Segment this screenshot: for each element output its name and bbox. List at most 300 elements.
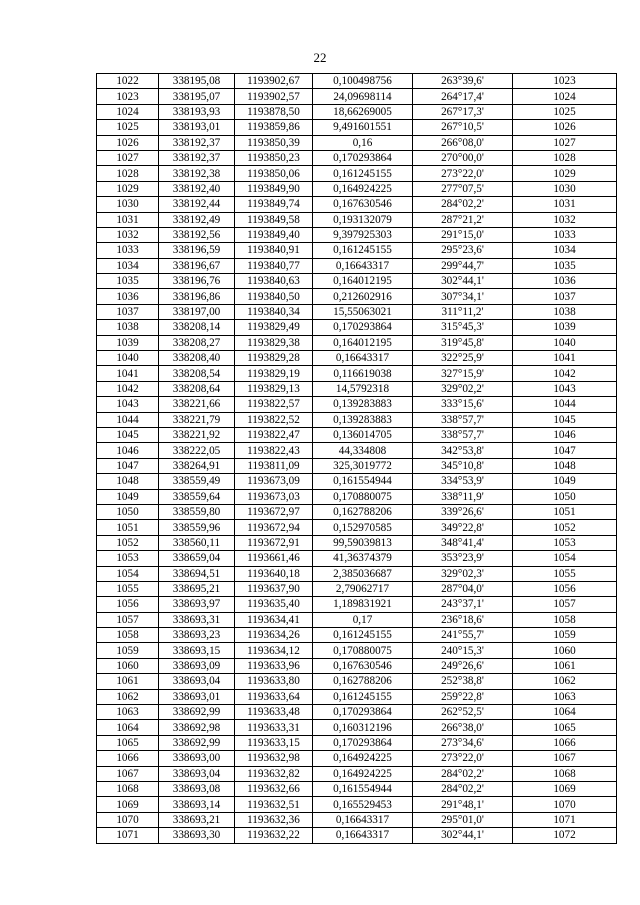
x-coordinate-cell: 338692,98 <box>159 720 235 735</box>
table-row <box>97 135 617 150</box>
x-coordinate-cell: 338560,11 <box>159 535 235 550</box>
table-row <box>97 489 617 504</box>
bearing-cell: 329°02,3' <box>413 566 513 581</box>
distance-cell: 0,16643317 <box>313 812 413 827</box>
y-coordinate-cell: 1193850,06 <box>235 166 313 181</box>
distance-cell: 0,164012195 <box>313 274 413 289</box>
table-row <box>97 443 617 458</box>
x-coordinate-cell: 338195,08 <box>159 74 235 89</box>
table-row <box>97 612 617 627</box>
y-coordinate-cell: 1193849,74 <box>235 197 313 212</box>
y-coordinate-cell: 1193840,34 <box>235 304 313 319</box>
next-point-cell: 1029 <box>513 166 617 181</box>
distance-cell: 14,5792318 <box>313 381 413 396</box>
point-number-cell: 1061 <box>97 674 159 689</box>
x-coordinate-cell: 338692,99 <box>159 705 235 720</box>
bearing-cell: 338°11,9' <box>413 489 513 504</box>
distance-cell: 9,491601551 <box>313 120 413 135</box>
y-coordinate-cell: 1193822,43 <box>235 443 313 458</box>
point-number-cell: 1070 <box>97 812 159 827</box>
table-row <box>97 166 617 181</box>
point-number-cell: 1058 <box>97 628 159 643</box>
point-number-cell: 1071 <box>97 828 159 843</box>
table-row <box>97 304 617 319</box>
y-coordinate-cell: 1193849,90 <box>235 181 313 196</box>
next-point-cell: 1066 <box>513 735 617 750</box>
point-number-cell: 1052 <box>97 535 159 550</box>
next-point-cell: 1043 <box>513 381 617 396</box>
next-point-cell: 1060 <box>513 643 617 658</box>
table-row <box>97 458 617 473</box>
next-point-cell: 1035 <box>513 258 617 273</box>
table-row <box>97 566 617 581</box>
table-row <box>97 812 617 827</box>
bearing-cell: 267°10,5' <box>413 120 513 135</box>
next-point-cell: 1041 <box>513 351 617 366</box>
point-number-cell: 1031 <box>97 212 159 227</box>
bearing-cell: 327°15,9' <box>413 366 513 381</box>
point-number-cell: 1044 <box>97 412 159 427</box>
table-row <box>97 258 617 273</box>
table-row <box>97 828 617 843</box>
distance-cell: 0,161554944 <box>313 781 413 796</box>
y-coordinate-cell: 1193850,39 <box>235 135 313 150</box>
point-number-cell: 1050 <box>97 504 159 519</box>
distance-cell: 0,164924225 <box>313 751 413 766</box>
y-coordinate-cell: 1193850,23 <box>235 150 313 165</box>
table-row <box>97 705 617 720</box>
table-row <box>97 474 617 489</box>
bearing-cell: 307°34,1' <box>413 289 513 304</box>
x-coordinate-cell: 338693,09 <box>159 658 235 673</box>
y-coordinate-cell: 1193634,41 <box>235 612 313 627</box>
table-row <box>97 797 617 812</box>
x-coordinate-cell: 338693,15 <box>159 643 235 658</box>
point-number-cell: 1059 <box>97 643 159 658</box>
point-number-cell: 1024 <box>97 104 159 119</box>
x-coordinate-cell: 338197,00 <box>159 304 235 319</box>
point-number-cell: 1041 <box>97 366 159 381</box>
table-row <box>97 320 617 335</box>
point-number-cell: 1048 <box>97 474 159 489</box>
distance-cell: 0,116619038 <box>313 366 413 381</box>
bearing-cell: 302°44,1' <box>413 274 513 289</box>
y-coordinate-cell: 1193632,66 <box>235 781 313 796</box>
y-coordinate-cell: 1193840,63 <box>235 274 313 289</box>
distance-cell: 0,170293864 <box>313 320 413 335</box>
next-point-cell: 1052 <box>513 520 617 535</box>
x-coordinate-cell: 338693,04 <box>159 674 235 689</box>
point-number-cell: 1053 <box>97 551 159 566</box>
x-coordinate-cell: 338693,04 <box>159 766 235 781</box>
bearing-cell: 259°22,8' <box>413 689 513 704</box>
x-coordinate-cell: 338196,76 <box>159 274 235 289</box>
point-number-cell: 1054 <box>97 566 159 581</box>
table-row <box>97 289 617 304</box>
x-coordinate-cell: 338221,92 <box>159 427 235 442</box>
bearing-cell: 287°21,2' <box>413 212 513 227</box>
bearing-cell: 284°02,2' <box>413 197 513 212</box>
point-number-cell: 1046 <box>97 443 159 458</box>
x-coordinate-cell: 338208,64 <box>159 381 235 396</box>
table-row <box>97 581 617 596</box>
x-coordinate-cell: 338196,86 <box>159 289 235 304</box>
y-coordinate-cell: 1193634,12 <box>235 643 313 658</box>
point-number-cell: 1030 <box>97 197 159 212</box>
next-point-cell: 1036 <box>513 274 617 289</box>
next-point-cell: 1034 <box>513 243 617 258</box>
y-coordinate-cell: 1193840,91 <box>235 243 313 258</box>
distance-cell: 9,397925303 <box>313 227 413 242</box>
next-point-cell: 1047 <box>513 443 617 458</box>
point-number-cell: 1062 <box>97 689 159 704</box>
table-row <box>97 597 617 612</box>
bearing-cell: 339°26,6' <box>413 504 513 519</box>
x-coordinate-cell: 338264,91 <box>159 458 235 473</box>
table-row <box>97 274 617 289</box>
next-point-cell: 1057 <box>513 597 617 612</box>
next-point-cell: 1024 <box>513 89 617 104</box>
next-point-cell: 1023 <box>513 74 617 89</box>
next-point-cell: 1049 <box>513 474 617 489</box>
next-point-cell: 1025 <box>513 104 617 119</box>
x-coordinate-cell: 338559,49 <box>159 474 235 489</box>
distance-cell: 0,16643317 <box>313 351 413 366</box>
distance-cell: 0,162788206 <box>313 674 413 689</box>
x-coordinate-cell: 338693,30 <box>159 828 235 843</box>
table-row <box>97 74 617 89</box>
table-row <box>97 781 617 796</box>
y-coordinate-cell: 1193840,50 <box>235 289 313 304</box>
x-coordinate-cell: 338559,96 <box>159 520 235 535</box>
point-number-cell: 1029 <box>97 181 159 196</box>
bearing-cell: 287°04,0' <box>413 581 513 596</box>
x-coordinate-cell: 338192,56 <box>159 227 235 242</box>
bearing-cell: 319°45,8' <box>413 335 513 350</box>
y-coordinate-cell: 1193672,94 <box>235 520 313 535</box>
y-coordinate-cell: 1193661,46 <box>235 551 313 566</box>
point-number-cell: 1063 <box>97 705 159 720</box>
distance-cell: 0,16 <box>313 135 413 150</box>
table-row <box>97 674 617 689</box>
bearing-cell: 241°55,7' <box>413 628 513 643</box>
next-point-cell: 1044 <box>513 397 617 412</box>
bearing-cell: 342°53,8' <box>413 443 513 458</box>
bearing-cell: 273°34,6' <box>413 735 513 750</box>
y-coordinate-cell: 1193822,47 <box>235 427 313 442</box>
x-coordinate-cell: 338208,14 <box>159 320 235 335</box>
table-row <box>97 751 617 766</box>
y-coordinate-cell: 1193673,03 <box>235 489 313 504</box>
x-coordinate-cell: 338192,49 <box>159 212 235 227</box>
bearing-cell: 311°11,2' <box>413 304 513 319</box>
bearing-cell: 291°48,1' <box>413 797 513 812</box>
distance-cell: 0,164924225 <box>313 766 413 781</box>
distance-cell: 0,170880075 <box>313 643 413 658</box>
distance-cell: 0,162788206 <box>313 504 413 519</box>
distance-cell: 2,79062717 <box>313 581 413 596</box>
table-row <box>97 689 617 704</box>
point-number-cell: 1060 <box>97 658 159 673</box>
y-coordinate-cell: 1193632,82 <box>235 766 313 781</box>
point-number-cell: 1056 <box>97 597 159 612</box>
next-point-cell: 1070 <box>513 797 617 812</box>
distance-cell: 0,100498756 <box>313 74 413 89</box>
next-point-cell: 1063 <box>513 689 617 704</box>
point-number-cell: 1051 <box>97 520 159 535</box>
next-point-cell: 1038 <box>513 304 617 319</box>
distance-cell: 99,59039813 <box>313 535 413 550</box>
y-coordinate-cell: 1193849,58 <box>235 212 313 227</box>
bearing-cell: 240°15,3' <box>413 643 513 658</box>
bearing-cell: 345°10,8' <box>413 458 513 473</box>
point-number-cell: 1036 <box>97 289 159 304</box>
y-coordinate-cell: 1193829,13 <box>235 381 313 396</box>
next-point-cell: 1068 <box>513 766 617 781</box>
x-coordinate-cell: 338193,93 <box>159 104 235 119</box>
next-point-cell: 1058 <box>513 612 617 627</box>
x-coordinate-cell: 338208,27 <box>159 335 235 350</box>
x-coordinate-cell: 338692,99 <box>159 735 235 750</box>
distance-cell: 0,212602916 <box>313 289 413 304</box>
bearing-cell: 236°18,6' <box>413 612 513 627</box>
x-coordinate-cell: 338208,54 <box>159 366 235 381</box>
y-coordinate-cell: 1193840,77 <box>235 258 313 273</box>
x-coordinate-cell: 338192,38 <box>159 166 235 181</box>
x-coordinate-cell: 338693,01 <box>159 689 235 704</box>
x-coordinate-cell: 338195,07 <box>159 89 235 104</box>
x-coordinate-cell: 338196,59 <box>159 243 235 258</box>
point-number-cell: 1047 <box>97 458 159 473</box>
point-number-cell: 1032 <box>97 227 159 242</box>
point-number-cell: 1026 <box>97 135 159 150</box>
y-coordinate-cell: 1193829,49 <box>235 320 313 335</box>
x-coordinate-cell: 338208,40 <box>159 351 235 366</box>
y-coordinate-cell: 1193902,67 <box>235 74 313 89</box>
bearing-cell: 252°38,8' <box>413 674 513 689</box>
bearing-cell: 295°23,6' <box>413 243 513 258</box>
y-coordinate-cell: 1193822,57 <box>235 397 313 412</box>
distance-cell: 0,161245155 <box>313 628 413 643</box>
bearing-cell: 315°45,3' <box>413 320 513 335</box>
bearing-cell: 349°22,8' <box>413 520 513 535</box>
bearing-cell: 284°02,2' <box>413 766 513 781</box>
distance-cell: 44,334808 <box>313 443 413 458</box>
bearing-cell: 299°44,7' <box>413 258 513 273</box>
x-coordinate-cell: 338659,04 <box>159 551 235 566</box>
distance-cell: 0,139283883 <box>313 412 413 427</box>
table-row <box>97 181 617 196</box>
y-coordinate-cell: 1193633,64 <box>235 689 313 704</box>
next-point-cell: 1028 <box>513 150 617 165</box>
distance-cell: 24,09698114 <box>313 89 413 104</box>
next-point-cell: 1071 <box>513 812 617 827</box>
distance-cell: 2,385036687 <box>313 566 413 581</box>
next-point-cell: 1050 <box>513 489 617 504</box>
y-coordinate-cell: 1193672,91 <box>235 535 313 550</box>
table-row <box>97 89 617 104</box>
table-row <box>97 551 617 566</box>
bearing-cell: 267°17,3' <box>413 104 513 119</box>
y-coordinate-cell: 1193673,09 <box>235 474 313 489</box>
next-point-cell: 1026 <box>513 120 617 135</box>
bearing-cell: 243°37,1' <box>413 597 513 612</box>
table-row <box>97 381 617 396</box>
point-number-cell: 1027 <box>97 150 159 165</box>
y-coordinate-cell: 1193878,50 <box>235 104 313 119</box>
next-point-cell: 1032 <box>513 212 617 227</box>
distance-cell: 0,161245155 <box>313 689 413 704</box>
bearing-cell: 266°38,0' <box>413 720 513 735</box>
next-point-cell: 1069 <box>513 781 617 796</box>
next-point-cell: 1048 <box>513 458 617 473</box>
point-number-cell: 1037 <box>97 304 159 319</box>
x-coordinate-cell: 338559,80 <box>159 504 235 519</box>
y-coordinate-cell: 1193633,48 <box>235 705 313 720</box>
distance-cell: 0,167630546 <box>313 658 413 673</box>
bearing-cell: 334°53,9' <box>413 474 513 489</box>
y-coordinate-cell: 1193640,18 <box>235 566 313 581</box>
distance-cell: 0,16643317 <box>313 258 413 273</box>
point-number-cell: 1028 <box>97 166 159 181</box>
point-number-cell: 1038 <box>97 320 159 335</box>
y-coordinate-cell: 1193829,38 <box>235 335 313 350</box>
x-coordinate-cell: 338693,97 <box>159 597 235 612</box>
next-point-cell: 1051 <box>513 504 617 519</box>
table-row <box>97 366 617 381</box>
next-point-cell: 1065 <box>513 720 617 735</box>
bearing-cell: 273°22,0' <box>413 751 513 766</box>
distance-cell: 0,136014705 <box>313 427 413 442</box>
x-coordinate-cell: 338192,37 <box>159 135 235 150</box>
table-row <box>97 104 617 119</box>
point-number-cell: 1040 <box>97 351 159 366</box>
bearing-cell: 348°41,4' <box>413 535 513 550</box>
next-point-cell: 1062 <box>513 674 617 689</box>
next-point-cell: 1042 <box>513 366 617 381</box>
x-coordinate-cell: 338222,05 <box>159 443 235 458</box>
distance-cell: 0,139283883 <box>313 397 413 412</box>
table-row <box>97 197 617 212</box>
point-number-cell: 1068 <box>97 781 159 796</box>
y-coordinate-cell: 1193634,26 <box>235 628 313 643</box>
x-coordinate-cell: 338694,51 <box>159 566 235 581</box>
distance-cell: 0,160312196 <box>313 720 413 735</box>
next-point-cell: 1030 <box>513 181 617 196</box>
point-number-cell: 1035 <box>97 274 159 289</box>
distance-cell: 0,161554944 <box>313 474 413 489</box>
x-coordinate-cell: 338693,08 <box>159 781 235 796</box>
next-point-cell: 1053 <box>513 535 617 550</box>
y-coordinate-cell: 1193633,31 <box>235 720 313 735</box>
next-point-cell: 1046 <box>513 427 617 442</box>
table-row <box>97 520 617 535</box>
x-coordinate-cell: 338192,44 <box>159 197 235 212</box>
table-row <box>97 120 617 135</box>
bearing-cell: 338°57,7' <box>413 427 513 442</box>
distance-cell: 0,164924225 <box>313 181 413 196</box>
y-coordinate-cell: 1193811,09 <box>235 458 313 473</box>
x-coordinate-cell: 338192,37 <box>159 150 235 165</box>
point-number-cell: 1043 <box>97 397 159 412</box>
bearing-cell: 277°07,5' <box>413 181 513 196</box>
distance-cell: 0,164012195 <box>313 335 413 350</box>
distance-cell: 325,3019772 <box>313 458 413 473</box>
next-point-cell: 1061 <box>513 658 617 673</box>
distance-cell: 0,152970585 <box>313 520 413 535</box>
next-point-cell: 1054 <box>513 551 617 566</box>
table-row <box>97 150 617 165</box>
point-number-cell: 1055 <box>97 581 159 596</box>
bearing-cell: 270°00,0' <box>413 150 513 165</box>
table-row <box>97 658 617 673</box>
bearing-cell: 284°02,2' <box>413 781 513 796</box>
distance-cell: 0,170293864 <box>313 735 413 750</box>
distance-cell: 0,170880075 <box>313 489 413 504</box>
distance-cell: 0,170293864 <box>313 705 413 720</box>
distance-cell: 0,17 <box>313 612 413 627</box>
bearing-cell: 262°52,5' <box>413 705 513 720</box>
y-coordinate-cell: 1193633,15 <box>235 735 313 750</box>
x-coordinate-cell: 338196,67 <box>159 258 235 273</box>
distance-cell: 0,165529453 <box>313 797 413 812</box>
point-number-cell: 1049 <box>97 489 159 504</box>
next-point-cell: 1031 <box>513 197 617 212</box>
y-coordinate-cell: 1193632,36 <box>235 812 313 827</box>
bearing-cell: 295°01,0' <box>413 812 513 827</box>
y-coordinate-cell: 1193632,98 <box>235 751 313 766</box>
y-coordinate-cell: 1193829,19 <box>235 366 313 381</box>
table-row <box>97 212 617 227</box>
y-coordinate-cell: 1193859,86 <box>235 120 313 135</box>
table-row <box>97 720 617 735</box>
x-coordinate-cell: 338193,01 <box>159 120 235 135</box>
bearing-cell: 264°17,4' <box>413 89 513 104</box>
point-number-cell: 1023 <box>97 89 159 104</box>
x-coordinate-cell: 338693,00 <box>159 751 235 766</box>
next-point-cell: 1055 <box>513 566 617 581</box>
y-coordinate-cell: 1193632,51 <box>235 797 313 812</box>
point-number-cell: 1065 <box>97 735 159 750</box>
x-coordinate-cell: 338695,21 <box>159 581 235 596</box>
y-coordinate-cell: 1193633,80 <box>235 674 313 689</box>
x-coordinate-cell: 338221,66 <box>159 397 235 412</box>
table-row <box>97 412 617 427</box>
x-coordinate-cell: 338693,31 <box>159 612 235 627</box>
bearing-cell: 333°15,6' <box>413 397 513 412</box>
table-row <box>97 397 617 412</box>
point-number-cell: 1064 <box>97 720 159 735</box>
next-point-cell: 1040 <box>513 335 617 350</box>
coordinates-table <box>96 73 617 844</box>
bearing-cell: 291°15,0' <box>413 227 513 242</box>
table-row <box>97 735 617 750</box>
y-coordinate-cell: 1193849,40 <box>235 227 313 242</box>
table-row <box>97 643 617 658</box>
distance-cell: 0,193132079 <box>313 212 413 227</box>
next-point-cell: 1056 <box>513 581 617 596</box>
distance-cell: 0,16643317 <box>313 828 413 843</box>
table-body <box>97 74 617 844</box>
distance-cell: 0,161245155 <box>313 166 413 181</box>
bearing-cell: 353°23,9' <box>413 551 513 566</box>
point-number-cell: 1039 <box>97 335 159 350</box>
y-coordinate-cell: 1193902,57 <box>235 89 313 104</box>
x-coordinate-cell: 338192,40 <box>159 181 235 196</box>
y-coordinate-cell: 1193822,52 <box>235 412 313 427</box>
point-number-cell: 1025 <box>97 120 159 135</box>
bearing-cell: 249°26,6' <box>413 658 513 673</box>
